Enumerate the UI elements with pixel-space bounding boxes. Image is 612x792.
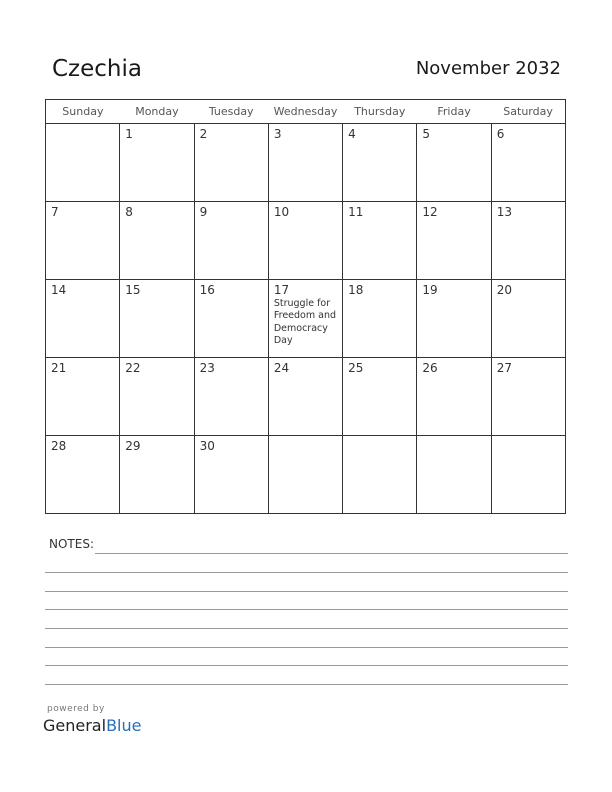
day-cell bbox=[194, 202, 268, 280]
day-cell bbox=[491, 124, 565, 202]
day-number: 21 bbox=[51, 361, 67, 375]
holiday-label: Struggle for Freedom and Democracy Day bbox=[273, 298, 336, 346]
day-number: 16 bbox=[199, 283, 215, 297]
week-row bbox=[46, 202, 566, 280]
weekday-thursday: Thursday bbox=[343, 100, 417, 124]
weekday-header-row bbox=[46, 100, 566, 124]
day-number: 3 bbox=[273, 127, 282, 141]
day-cell bbox=[120, 202, 194, 280]
day-number: 17 bbox=[273, 283, 290, 297]
day-cell bbox=[491, 202, 565, 280]
day-number: 13 bbox=[496, 205, 512, 219]
day-number: 23 bbox=[199, 361, 215, 375]
weekday-saturday: Saturday bbox=[491, 100, 565, 124]
note-line bbox=[45, 609, 568, 610]
day-cell bbox=[194, 436, 268, 514]
day-cell bbox=[268, 436, 342, 514]
day-number: 2 bbox=[199, 127, 208, 141]
country-title: Czechia bbox=[52, 56, 142, 82]
day-cell bbox=[343, 124, 417, 202]
weekday-tuesday: Tuesday bbox=[194, 100, 268, 124]
day-number: 14 bbox=[51, 283, 67, 297]
day-number: 25 bbox=[348, 361, 364, 375]
day-number: 24 bbox=[273, 361, 290, 375]
note-line bbox=[45, 647, 568, 648]
note-line bbox=[45, 628, 568, 629]
day-cell bbox=[194, 124, 268, 202]
weekday-monday: Monday bbox=[120, 100, 194, 124]
day-cell bbox=[343, 202, 417, 280]
note-line bbox=[45, 665, 568, 666]
day-number: 19 bbox=[422, 283, 438, 297]
day-number: 6 bbox=[496, 127, 505, 141]
day-number: 5 bbox=[422, 127, 431, 141]
day-number: 8 bbox=[125, 205, 133, 219]
week-row bbox=[46, 436, 566, 514]
generalblue-logo bbox=[43, 716, 141, 735]
day-cell bbox=[120, 124, 194, 202]
day-cell bbox=[46, 280, 120, 358]
week-row bbox=[46, 280, 566, 358]
day-cell bbox=[491, 358, 565, 436]
note-line bbox=[45, 572, 568, 573]
day-number: 29 bbox=[125, 439, 141, 453]
brand-blue: Blue bbox=[106, 716, 142, 735]
day-cell bbox=[417, 436, 491, 514]
day-cell bbox=[343, 436, 417, 514]
week-row bbox=[46, 358, 566, 436]
day-number: 1 bbox=[125, 127, 133, 141]
day-number: 30 bbox=[199, 439, 215, 453]
day-cell bbox=[194, 358, 268, 436]
day-number: 11 bbox=[348, 205, 364, 219]
day-cell bbox=[491, 280, 565, 358]
day-cell bbox=[46, 358, 120, 436]
day-cell bbox=[46, 124, 120, 202]
calendar-grid bbox=[45, 99, 566, 514]
day-number: 22 bbox=[125, 361, 141, 375]
day-cell bbox=[491, 436, 565, 514]
day-number: 9 bbox=[199, 205, 208, 219]
day-number: 27 bbox=[496, 361, 512, 375]
day-cell bbox=[268, 202, 342, 280]
day-number: 10 bbox=[273, 205, 290, 219]
day-number: 26 bbox=[422, 361, 438, 375]
day-number: 18 bbox=[348, 283, 364, 297]
day-cell bbox=[120, 358, 194, 436]
notes-label: NOTES: bbox=[49, 537, 94, 551]
day-cell bbox=[194, 280, 268, 358]
day-cell bbox=[268, 124, 342, 202]
day-cell bbox=[417, 280, 491, 358]
day-cell bbox=[120, 280, 194, 358]
day-cell bbox=[120, 436, 194, 514]
day-cell bbox=[46, 436, 120, 514]
powered-by-text: powered by bbox=[47, 704, 105, 714]
day-number: 15 bbox=[125, 283, 141, 297]
note-line bbox=[45, 684, 568, 685]
weekday-sunday: Sunday bbox=[46, 100, 120, 124]
day-number: 7 bbox=[51, 205, 59, 219]
day-number: 28 bbox=[51, 439, 67, 453]
day-number: 20 bbox=[496, 283, 512, 297]
note-line bbox=[95, 553, 568, 554]
day-number: 4 bbox=[348, 127, 356, 141]
day-cell bbox=[417, 202, 491, 280]
month-title: November 2032 bbox=[415, 58, 561, 79]
day-number: 12 bbox=[422, 205, 438, 219]
brand-general: General bbox=[43, 716, 107, 735]
day-cell bbox=[343, 280, 417, 358]
day-cell bbox=[417, 124, 491, 202]
note-line bbox=[45, 591, 568, 592]
week-row bbox=[46, 124, 566, 202]
weekday-friday: Friday bbox=[417, 100, 491, 124]
weekday-wednesday: Wednesday bbox=[268, 100, 342, 124]
day-cell-holiday bbox=[268, 280, 342, 358]
day-cell bbox=[268, 358, 342, 436]
day-cell bbox=[417, 358, 491, 436]
day-cell bbox=[343, 358, 417, 436]
day-cell bbox=[46, 202, 120, 280]
